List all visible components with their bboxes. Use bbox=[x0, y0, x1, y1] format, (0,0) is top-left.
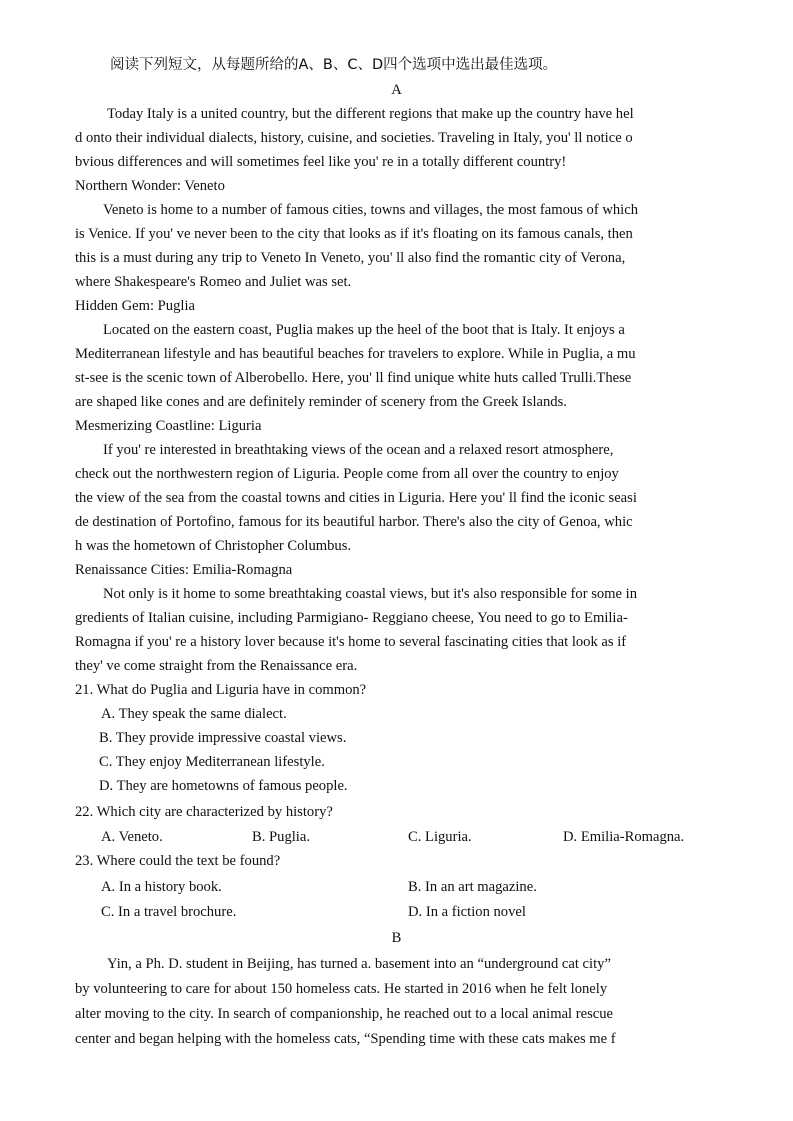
text-line: st-see is the scenic town of Alberobello. Here, you' ll find unique white huts called Trulli.These bbox=[75, 370, 632, 386]
text-line: is Venice. If you' ve never been to the city that looks as if it's floating on its famous canals, then bbox=[75, 226, 633, 242]
instructions: 阅读下列短文，从每题所给的A、B、C、D四个选项中选出最佳选项。 bbox=[110, 57, 558, 73]
section-b-label: B bbox=[391, 930, 402, 946]
option-b: B. In an art magazine. bbox=[408, 879, 537, 895]
option-c: C. In a travel brochure. bbox=[101, 904, 237, 920]
text-line: h was the hometown of Christopher Columbus. bbox=[75, 538, 352, 554]
text-line: If you' re interested in breathtaking views of the ocean and a relaxed resort atmosphere, bbox=[103, 442, 614, 458]
text-line: Today Italy is a united country, but the different regions that make up the country have hel bbox=[107, 106, 634, 122]
option-a: A. In a history book. bbox=[101, 879, 222, 895]
text-line: check out the northwestern region of Liguria. People come from all over the country to enjoy bbox=[75, 466, 619, 482]
region-heading: Hidden Gem: Puglia bbox=[75, 298, 195, 314]
text-line: center and began helping with the homeless cats, “Spending time with these cats makes me f bbox=[75, 1031, 616, 1047]
text-line: Romagna if you' re a history lover because it's home to several fascinating cities that look as if bbox=[75, 634, 627, 650]
text-line: Not only is it home to some breathtaking coastal views, but it's also responsible for some in bbox=[103, 586, 638, 602]
question-stem: 23. Where could the text be found? bbox=[75, 853, 281, 869]
region-heading: Mesmerizing Coastline: Liguria bbox=[75, 418, 262, 434]
text-line: they' ve come straight from the Renaissance era. bbox=[75, 658, 358, 674]
text-line: Mediterranean lifestyle and has beautiful beaches for travelers to explore. While in Puglia, a mu bbox=[75, 346, 636, 362]
question-stem: 21. What do Puglia and Liguria have in common? bbox=[75, 682, 367, 698]
option-d: D. Emilia-Romagna. bbox=[563, 829, 685, 845]
text-line: d onto their individual dialects, history, cuisine, and societies. Traveling in Italy, you' ll notice o bbox=[75, 130, 633, 146]
region-heading: Renaissance Cities: Emilia-Romagna bbox=[75, 562, 293, 578]
option-b: B. Puglia. bbox=[252, 829, 310, 845]
option-c: C. Liguria. bbox=[408, 829, 472, 845]
question-stem: 22. Which city are characterized by history? bbox=[75, 804, 333, 820]
option-a: A. Veneto. bbox=[101, 829, 163, 845]
option-b: B. They provide impressive coastal views. bbox=[99, 730, 347, 746]
section-a-label: A bbox=[391, 82, 402, 98]
text-line: where Shakespeare's Romeo and Juliet was set. bbox=[75, 274, 352, 290]
text-line: bvious differences and will sometimes feel like you' re in a totally different country! bbox=[75, 154, 567, 170]
option-a: A. They speak the same dialect. bbox=[101, 706, 287, 722]
text-line: the view of the sea from the coastal towns and cities in Liguria. Here you' ll find the iconic seasi bbox=[75, 490, 637, 506]
option-c: C. They enjoy Mediterranean lifestyle. bbox=[99, 754, 325, 770]
option-d: D. In a fiction novel bbox=[408, 904, 526, 920]
text-line: by volunteering to care for about 150 homeless cats. He started in 2016 when he felt lonely bbox=[75, 981, 608, 997]
text-line: Located on the eastern coast, Puglia makes up the heel of the boot that is Italy. It enjoys a bbox=[103, 322, 625, 338]
text-line: this is a must during any trip to Veneto In Veneto, you' ll also find the romantic city of Verona, bbox=[75, 250, 626, 266]
text-line: Veneto is home to a number of famous cities, towns and villages, the most famous of which bbox=[103, 202, 639, 218]
option-d: D. They are hometowns of famous people. bbox=[99, 778, 348, 794]
text-line: alter moving to the city. In search of companionship, he reached out to a local animal rescue bbox=[75, 1006, 614, 1022]
text-line: Yin, a Ph. D. student in Beijing, has turned a. basement into an “underground cat city” bbox=[107, 956, 611, 972]
text-line: de destination of Portofino, famous for its beautiful harbor. There's also the city of Genoa, whic bbox=[75, 514, 633, 530]
region-heading: Northern Wonder: Veneto bbox=[75, 178, 225, 194]
text-line: gredients of Italian cuisine, including Parmigiano- Reggiano cheese, You need to go to Emilia- bbox=[75, 610, 628, 626]
text-line: are shaped like cones and are definitely reminder of scenery from the Greek Islands. bbox=[75, 394, 567, 410]
